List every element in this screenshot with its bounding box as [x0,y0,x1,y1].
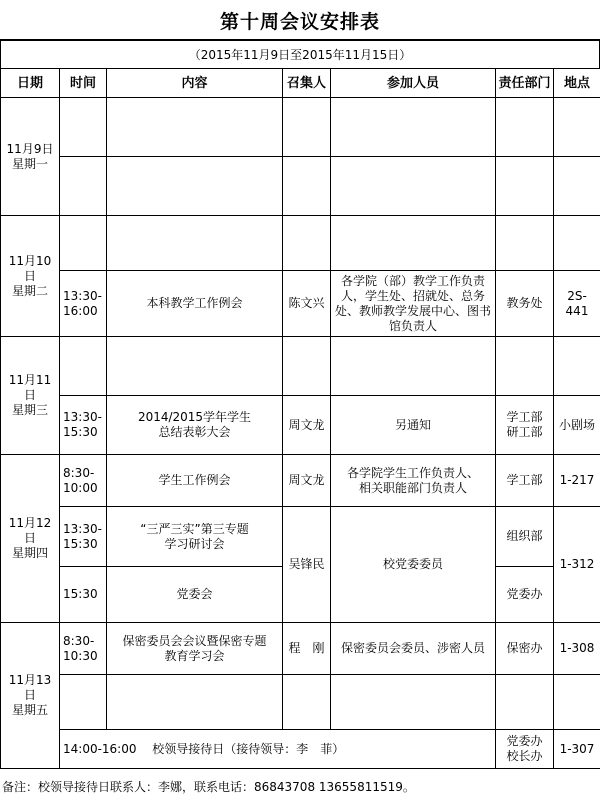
location-cell: 1-217 [554,455,600,507]
day-cell-thu [1,455,60,623]
table-row [1,623,600,675]
convener-cell: 陈文兴 [283,271,331,337]
dept-cell: 保密办 [496,623,554,675]
dept-cell: 学工部 研工部 [496,396,554,455]
header-dept: 责任部门 [496,69,554,98]
day-cell-mon [1,98,60,216]
header-attendees: 参加人员 [331,69,496,98]
table-row [1,157,600,216]
table-row [1,396,600,455]
day-date: 11月12日 [8,516,52,545]
attendees-cell: 保密委员会委员、涉密人员 [331,623,496,675]
table-row [1,216,600,271]
day-weekday: 星期二 [11,283,48,298]
location-cell: 2S-441 [554,271,600,337]
time-cell: 8:30- 10:30 [60,623,107,675]
table-row [1,98,600,157]
day-date: 11月9日 [6,141,54,156]
day-cell-wed [1,337,60,455]
schedule-table [0,68,600,769]
dept-cell: 党委办 [496,567,554,623]
header-convener: 召集人 [283,69,331,98]
table-row [1,271,600,337]
time-cell: 13:30- 16:00 [60,271,107,337]
attendees-cell: 各学院学生工作负责人、 相关职能部门负责人 [331,455,496,507]
dept-cell: 学工部 [496,455,554,507]
date-range-subtitle: （2015年11月9日至2015年11月15日） [188,47,412,62]
table-row [1,337,600,396]
day-cell-fri [1,623,60,769]
location-cell: 1-312 [554,507,600,623]
dept-cell: 党委办 校长办 [496,730,554,769]
content-cell: 2014/2015学年学生 总结表彰大会 [107,396,283,455]
header-time: 时间 [60,69,107,98]
day-weekday: 星期五 [11,703,48,717]
header-date: 日期 [1,69,60,98]
location-cell: 1-308 [554,623,600,675]
day-weekday: 星期三 [11,403,48,417]
time-cell: 8:30- 10:00 [60,455,107,507]
day-weekday: 星期四 [11,546,48,560]
content-cell: 党委会 [107,567,283,623]
convener-cell: 周文龙 [283,455,331,507]
dept-cell: 组织部 [496,507,554,567]
header-row [1,69,600,98]
header-content: 内容 [107,69,283,98]
convener-cell: 程 刚 [283,623,331,675]
attendees-cell: 校党委委员 [331,507,496,623]
dept-cell: 教务处 [496,271,554,337]
content-cell: 本科教学工作例会 [107,271,283,337]
table-row [1,730,600,769]
time-cell: 13:30- 15:30 [60,507,107,567]
table-row [1,507,600,567]
convener-cell: 吴锋民 [283,507,331,623]
reception-day-cell: 14:00-16:00 校领导接待日（接待领导：李 菲） [60,730,496,769]
location-cell: 1-307 [554,730,600,769]
table-row [1,675,600,730]
content-cell: “三严三实”第三专题 学习研讨会 [107,507,283,567]
footer-note: 备注：校领导接待日联系人：李娜，联系电话：86843708 13655811519。 [2,779,415,794]
page-title: 第十周会议安排表 [219,10,380,33]
day-date: 11月13日 [8,673,52,702]
time-cell: 15:30 [60,567,107,623]
content-cell: 学生工作例会 [107,455,283,507]
header-location: 地点 [554,69,600,98]
content-cell: 保密委员会会议暨保密专题 教育学习会 [107,623,283,675]
attendees-cell: 各学院（部）教学工作负责人，学生处、招就处、总务处、教师教学发展中心、图书馆负责人 [331,271,496,337]
day-cell-tue [1,216,60,337]
convener-cell: 周文龙 [283,396,331,455]
table-row [1,455,600,507]
location-cell: 小剧场 [554,396,600,455]
time-cell: 13:30- 15:30 [60,396,107,455]
attendees-cell: 另通知 [331,396,496,455]
day-date: 11月10日 [8,253,52,283]
day-weekday: 星期一 [11,156,48,171]
day-date: 11月11日 [8,373,52,402]
